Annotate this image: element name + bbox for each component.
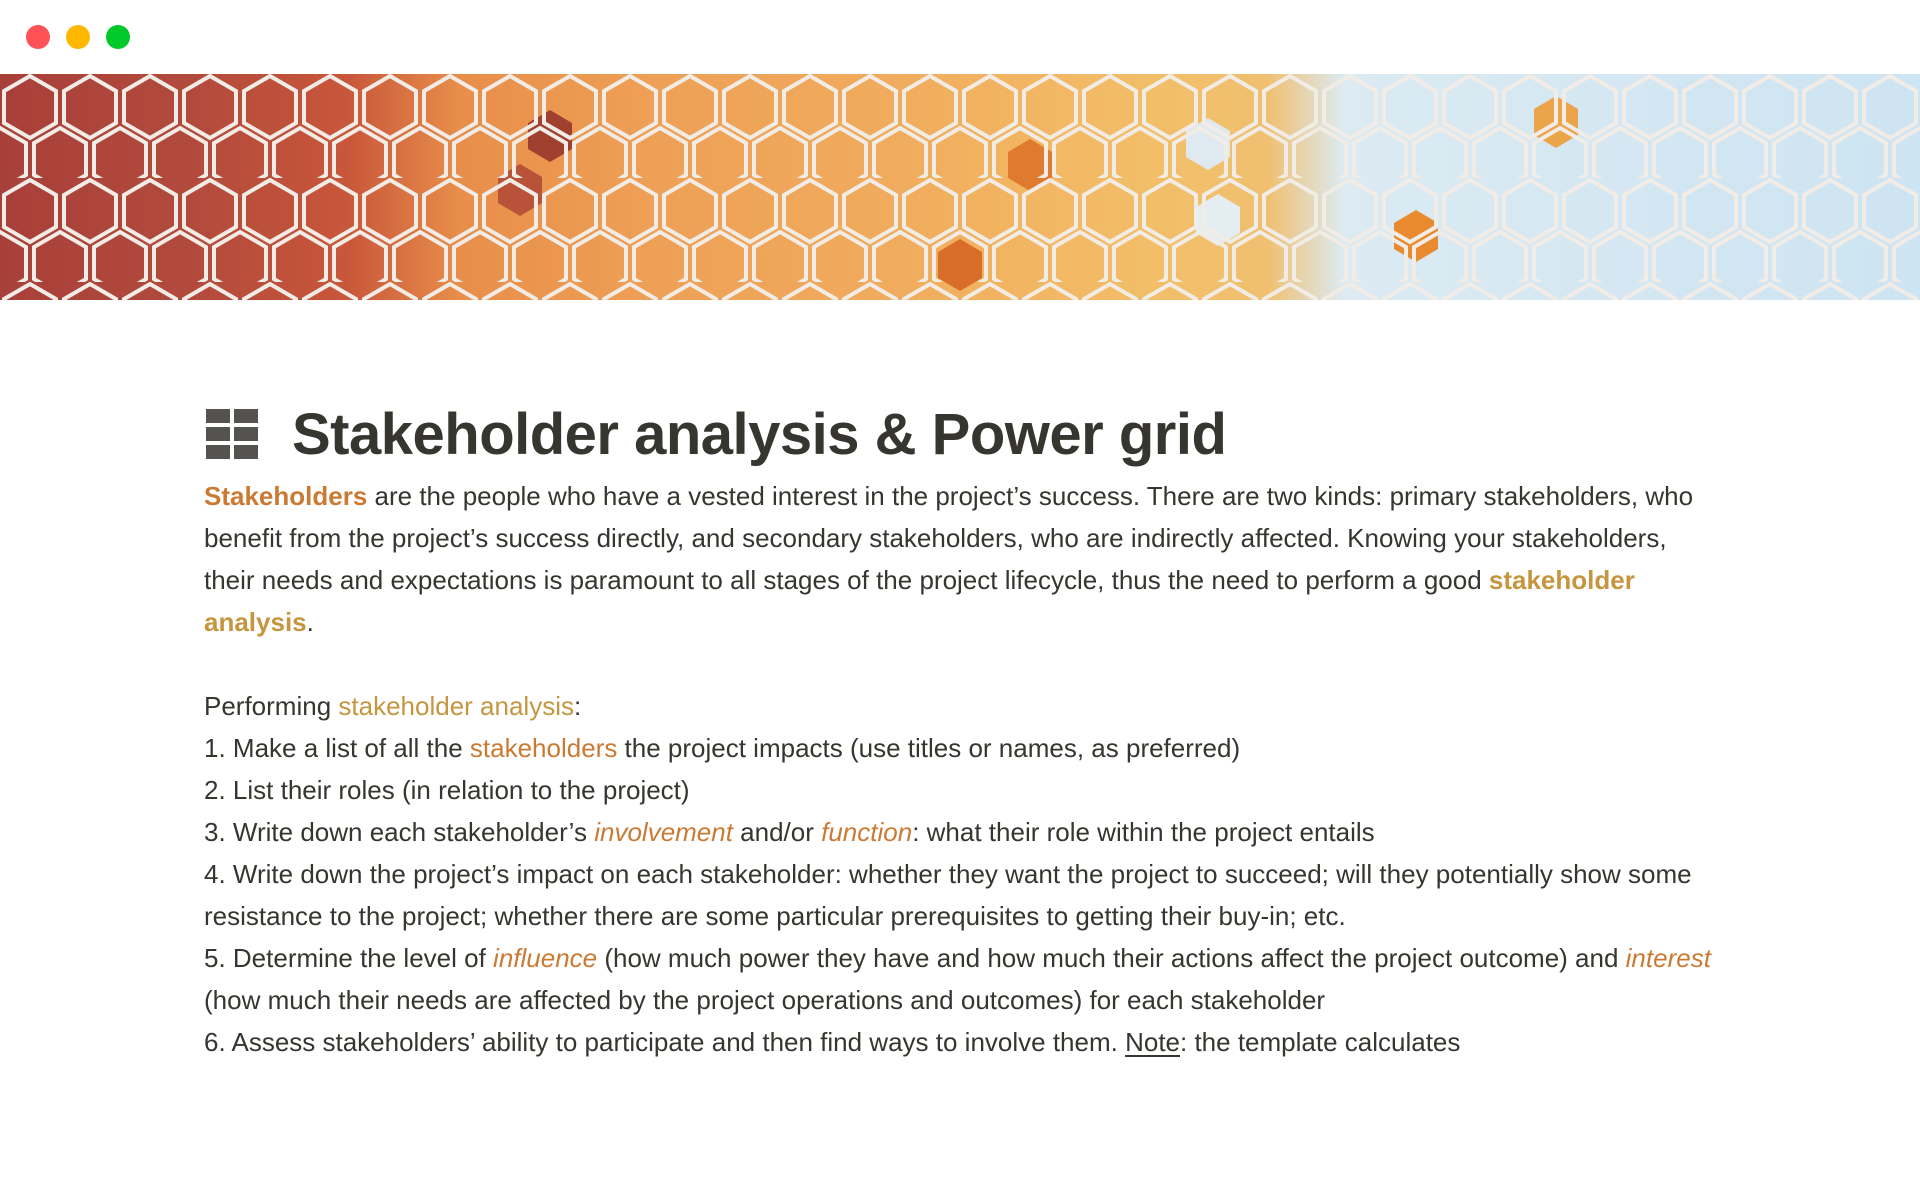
term-stakeholders: Stakeholders [204,481,368,511]
term-involvement: involvement [594,817,733,847]
intro-paragraph: Stakeholders are the people who have a vested interest in the project’s success. There are two kinds: primary stakeholders, who benefit from the project’s success directly, and secondary stakeholders, who are indirectly affected. Knowing your stakeholders, their needs and expectations is paramount to all stages of the project lifecycle, thus the need to perform a good stakeholder analysis. [204,481,1694,637]
page-header [204,395,1714,475]
page-title[interactable]: Stakeholder analysis & Power grid [292,402,1227,467]
honeycomb-pattern [0,74,1920,300]
term-influence: influence [493,943,598,973]
table-grid-icon[interactable] [206,409,262,461]
window-close-button[interactable] [26,25,50,49]
steps-heading: Performing stakeholder analysis: [204,691,582,721]
term-stakeholders-2: stakeholders [469,733,618,763]
step-6: 6. Assess stakeholders’ ability to participate and then find ways to involve them. Note: the template calculates [204,1027,1461,1057]
cover-image [0,74,1920,300]
blank-line [204,643,1714,685]
page-content [204,395,1714,1063]
link-stakeholder-analysis[interactable]: stakeholder analysis [204,565,1635,637]
note-label: Note [1125,1027,1181,1057]
window-minimize-button[interactable] [66,25,90,49]
step-1: 1. Make a list of all the stakeholders the project impacts (use titles or names, as preferred) [204,733,1241,763]
step-3: 3. Write down each stakeholder’s involvement and/or function: what their role within the project entails [204,817,1375,847]
link-stakeholder-analysis-2[interactable]: stakeholder analysis [338,691,574,721]
step-5: 5. Determine the level of influence (how much power they have and how much their actions affect the project outcome) and interest (how much their needs are affected by the project operations and outcomes) for each stakeholder [204,943,1711,1015]
term-function: function [821,817,913,847]
step-4: 4. Write down the project’s impact on each stakeholder: whether they want the project to succeed; will they potentially show some resistance to the project; whether there are some particular prerequisites to getting their buy-in; etc. [204,859,1692,931]
term-interest: interest [1625,943,1711,973]
step-2: 2. List their roles (in relation to the project) [204,775,690,805]
page-body [204,475,1714,1063]
window-zoom-button[interactable] [106,25,130,49]
window-titlebar [0,0,1920,74]
